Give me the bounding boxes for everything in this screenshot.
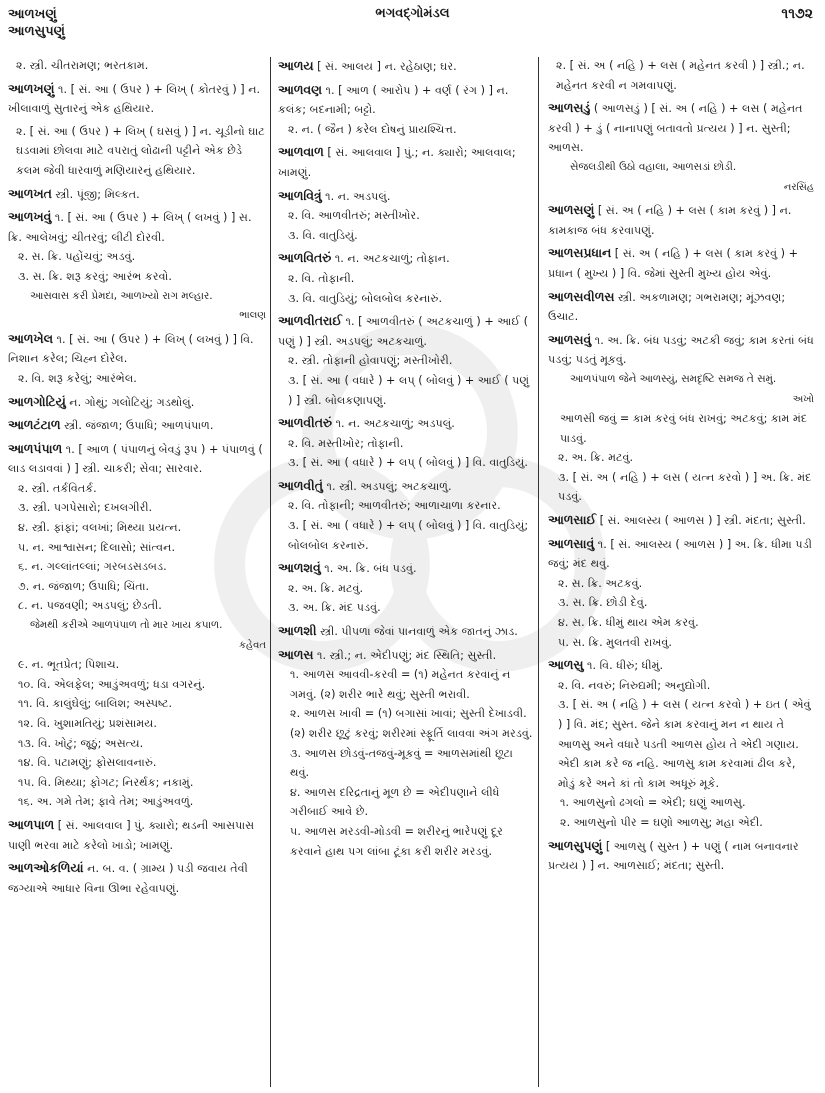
quotation: આસવાસ કરી પ્રેમદા, આળખ્યો રાગ મલ્હાર. xyxy=(30,289,213,302)
entry-sense: ૩. વિ. વાતુડિયું. xyxy=(288,228,358,242)
quotation-source: કહેવત xyxy=(238,639,266,651)
dictionary-entry xyxy=(8,122,266,181)
entry-sense: ૬. ન. ગલ્લાંતલ્લાં; ગરબડસડબડ. xyxy=(18,560,167,574)
definition-text: ૧. વિ. ધીરું; ધીમું. xyxy=(587,659,664,673)
headword: આળવિત્રું xyxy=(278,187,322,203)
dictionary-entry xyxy=(8,207,266,326)
dictionary-entry xyxy=(278,248,533,308)
entry-sense: ૩. [ સં. આ ( વધારે ) + લપ્ ( બોલવું ) + આઈ ( પણું ) ] સ્ત્રી. બોલકણાપણું. xyxy=(288,373,530,407)
headword: આળપંપાળ xyxy=(8,440,63,456)
headword: આળવીતરું xyxy=(278,415,332,431)
entry-first-line xyxy=(278,142,533,182)
definition-text: [ આળસુ ( સુસ્ત ) + પણું ( નામ બનાવનાર પ્રત્યય ) ] ન. આળસાઈ; મંદતા; સુસ્તી. xyxy=(548,839,799,873)
entry-first-line xyxy=(8,815,266,855)
column-divider xyxy=(270,57,271,1087)
entry-sense: ૫. ન. આશ્વાસન; દિલાસો; સાંત્વન. xyxy=(18,540,176,554)
dictionary-entry xyxy=(548,836,814,876)
dictionary-entry xyxy=(8,79,266,119)
idiom-line: ૪. આળસ દરિદ્રતાનું મૂળ છે = એદીપણાને લીધે ગરીબાઈ આવે છે. xyxy=(290,785,500,819)
headword: આળવીતરાઈ xyxy=(278,313,342,329)
entry-first-line xyxy=(278,413,533,434)
dictionary-entry xyxy=(278,311,533,410)
headword: આળસડું xyxy=(548,100,591,116)
entry-first-line xyxy=(278,558,533,579)
dictionary-entry xyxy=(8,815,266,855)
idiom-line: આળસી જવું = કામ કરવું બંધ રાખવું; અટકવું; કામ મંદ પાડવું. xyxy=(560,412,808,445)
definition-text: ૧. અ. ક્રિ. બંધ પડવું; અટકી જવું; કામ કરતાં બંધ પડવું; પડતું મૂકવું. xyxy=(548,333,814,367)
entry-sense: ૧૨. વિ. ખુશામતિયું; પ્રશંસામય. xyxy=(18,717,157,730)
entry-first-line xyxy=(548,200,814,240)
headword: આળસ xyxy=(278,646,314,662)
idiom-line: ૩. આળસ છોડવું-તજવું-મૂકવું = આળસમાંથી છૂટા થવું. xyxy=(290,746,513,780)
entry-sense: ૧૩. વિ. ખોટું; જૂઠું; અસત્ય. xyxy=(18,736,144,750)
entry-sense: ૧૫. વિ. મિથ્યા; ફોગટ; નિરર્થક; નકામું. xyxy=(18,775,194,789)
entry-sense: ૫. સ. ક્રિ. મુલતવી રાખવું. xyxy=(558,635,672,649)
dictionary-entry xyxy=(278,558,533,618)
dictionary-entry xyxy=(548,200,814,240)
entry-first-line xyxy=(548,510,814,531)
headword: આળટંટાળ xyxy=(8,417,61,433)
definition-text: [ સં. આલવાલ ] પું. ક્યારો; થડની આસપાસ પાણી ભરવા માટે કરેલો ખાડો; ખામણું. xyxy=(8,818,255,852)
entry-first-line: ૨. [ સં. આ ( ઉપર ) + લિખ્ ( ઘસવું ) ] ન. ચૂડીનો ઘાટ ઘડવામાં છોલવા માટે વપરાતું લોઢાની પટ્ટીને એક છેડે કલમ જેવી ધારવાળું મણિયારનું હથિયાર. xyxy=(16,124,265,177)
idiom-line: ૧. આળસ આવવી-કરવી = (૧) મહેનત કરવાનું ન ગમવું. (૨) શરીર ભારે થવું; સુસ્તી ભરાવી. xyxy=(290,668,511,701)
entry-first-line: ૨. [ સં. અ ( નહિ ) + લસ ( મહેનત કરવી ) ] સ્ત્રી.; ન. મહેનત કરવી ન ગમવાપણું. xyxy=(556,59,805,92)
entry-first-line xyxy=(278,645,533,666)
definition-text: ૧. સ્ત્રી.; ન. એદીપણું; મંદ સ્થિતિ; સુસ્તી. xyxy=(317,648,497,662)
entry-sense: ૨. સ્ત્રી. તર્કવિતર્ક. xyxy=(18,481,97,495)
dictionary-entry xyxy=(8,858,266,898)
entry-first-line xyxy=(8,392,266,413)
entry-sense: ૩. [ સં. અ ( નહિ ) + લસ ( યત્ન કરવો ) ] અ. ક્રિ. મંદ પડવું. xyxy=(558,470,812,504)
quotation: સેજલડીથી ઉઠો વહાલા, આળસડાં છોડી. xyxy=(570,160,737,173)
headword: આળખેલ xyxy=(8,330,53,346)
headword: આળગોટિયું xyxy=(8,393,66,409)
headword: આળસવીળસ xyxy=(548,288,615,304)
guide-word-last: આળસુપણું xyxy=(8,24,65,39)
entry-sense: ૨. અ. ક્રિ. મટવું. xyxy=(558,451,634,465)
definition-text: ન. ગોથું; ગલોટિયું; ગડથોલું. xyxy=(69,395,195,409)
dictionary-entry xyxy=(8,184,266,205)
entry-first-line xyxy=(548,330,814,370)
entry-first-line xyxy=(548,98,814,158)
entry-first-line xyxy=(278,248,533,269)
entry-first-line xyxy=(8,439,266,479)
column-1 xyxy=(8,56,266,1086)
column-divider xyxy=(538,57,539,1087)
headword: આળસવું xyxy=(548,331,592,347)
dictionary-entry xyxy=(8,415,266,436)
entry-sense: ૩. વિ. વાતુડિયું; બોલબોલ કરનારું. xyxy=(288,291,443,305)
headword: આળસાઈ xyxy=(548,512,597,528)
entry-first-line xyxy=(548,534,814,574)
idiom-line: ૧. આળસુનો ઢગલો = એદી; ઘણું આળસુ. xyxy=(560,796,746,810)
entry-sense: ૨. સ. ક્રિ. અટકવું. xyxy=(558,576,643,590)
dictionary-entry xyxy=(278,56,533,77)
entry-sense: ૯. ન. ભૂતપ્રેત; પિશાચ. xyxy=(18,658,120,672)
dictionary-entry xyxy=(8,329,266,389)
definition-text: ૧. સ્ત્રી. અડપલું; અટકચાળું. xyxy=(326,479,452,493)
definition-text: ૧. [ સં. આલસ્ય ( આળસ ) ] અ. ક્રિ. ધીમા પડી જવું; મંદ થવું. xyxy=(548,537,812,571)
headword: આળશી xyxy=(278,623,317,639)
entry-sense: ૩. અ. ક્રિ. મંદ પડવું. xyxy=(288,601,381,615)
definition-text: ૧. [ આળ ( પંપાળનું બેવડું રૂપ ) + પંપાળવું ( લાડ લડાવવાં ) ] સ્ત્રી. ચાકરી; સેવા; સારવાર. xyxy=(8,442,263,476)
dictionary-entry xyxy=(278,476,533,555)
dictionary-entry xyxy=(278,621,533,642)
headword: આળસણું xyxy=(548,202,595,218)
entry-sense: ૪. સ્ત્રી. ફાંફાં; વલખાં; મિથ્યા પ્રયત્ન. xyxy=(18,521,182,535)
entry-sense: ૪. સ. ક્રિ. ધીમું થાય એમ કરવું. xyxy=(558,616,699,630)
guide-word-first: આળખણું xyxy=(8,7,57,22)
dictionary-entry xyxy=(278,80,533,140)
entry-first-line xyxy=(8,207,266,247)
entry-sense: ૨. વિ. તોફાની; આળવીતરું; આળાચાળા કરનાર. xyxy=(288,499,501,513)
dictionary-entry xyxy=(8,56,266,76)
entry-first-line xyxy=(278,56,533,77)
entry-sense: ૨. વિ. નવરું; નિરુદ્યમી; અનુદ્યોગી. xyxy=(558,678,711,692)
headword: આળવીતું xyxy=(278,477,323,493)
entry-sense: ૭. ન. જંજાળ; ઉપાધિ; ચિંતા. xyxy=(18,579,150,593)
entry-first-line xyxy=(548,836,814,876)
idiom-line: ૨. આળસુનો પીર = ઘણો આળસુ; મહા એદી. xyxy=(560,815,763,829)
column-3 xyxy=(548,56,814,1086)
entry-sense: ૨. વિ. તોફાની. xyxy=(288,271,355,285)
entry-sense: ૨. વિ. શરૂ કરેલું; આરંભેલ. xyxy=(18,371,137,385)
headword: આળખત xyxy=(8,185,52,201)
entry-sense: ૩. [ સં. આ ( વધારે ) + લપ્ ( બોલવું ) ] વિ. વાતુડિયું; બોલબોલ કરનારું. xyxy=(288,519,529,552)
entry-first-line xyxy=(548,655,814,676)
entry-sense: ૨. ન. ( જૈન ) કરેલ દોષનું પ્રાયશ્ચિત્ત. xyxy=(288,122,457,136)
definition-text: ૧. ન. અડપલું. xyxy=(325,189,391,203)
dictionary-entry xyxy=(278,413,533,473)
dictionary-entry xyxy=(278,645,533,862)
definition-text: ૧. અ. ક્રિ. બંધ પડવું. xyxy=(324,562,417,576)
definition-text: ૧. [ સં. આ ( ઉપર ) + લિખ્ ( લખવું ) ] સ. ક્રિ. આલેખવું; ચીતરવું; લીટી દોરવી. xyxy=(8,211,252,244)
headword: આળઓકળિયાં xyxy=(8,860,84,876)
entry-first-line xyxy=(278,311,533,351)
dictionary-entry xyxy=(548,510,814,531)
dictionary-entry xyxy=(548,655,814,832)
definition-text: ન. બ. વ. ( ગ્રામ્ય ) પડી જવાય તેવી જગ્યાએ આધાર વિના ઊભા રહેવાપણું. xyxy=(8,862,248,895)
entry-first-line xyxy=(8,329,266,369)
definition-text: સ્ત્રી. પીપળા જેવાં પાનવાળું એક જાતનું ઝાડ. xyxy=(320,625,518,639)
entry-first-line xyxy=(8,858,266,898)
headword: આળસપ્રધાન xyxy=(548,245,612,261)
headword: આળસુપણું xyxy=(548,837,603,853)
headword: આળસાવું xyxy=(548,535,595,551)
page-title: ભગવદ્ગોમંડલ xyxy=(375,6,450,21)
definition-text: સ્ત્રી. પૂંજી; મિલ્કત. xyxy=(55,187,140,201)
entry-sense: ૩. સ્ત્રી. પગપેસારો; દખલગીરી. xyxy=(18,501,153,515)
entry-sense: ૧૬. અ. ગમે તેમ; ફાવે તેમ; આડુંઅવળું. xyxy=(18,795,194,809)
definition-text: ૧. ન. અટકચાળું; તોફાન. xyxy=(334,252,450,266)
quotation: જેમથી કરીએ આળપંપાળ તો માર ખાય કપાળ. xyxy=(30,619,223,632)
headword: આળપાળ xyxy=(8,816,55,832)
entry-first-line xyxy=(548,287,814,327)
dictionary-entry xyxy=(548,243,814,283)
idiom-line: ૫. આળસ મરડવી-મોડવી = શરીરનું ભારેપણું દૂર કરવાને હાથ પગ લાંબા ટૂંકા કરી શરીર મરડવું. xyxy=(290,824,503,858)
entry-first-line xyxy=(548,243,814,283)
entry-sense: ૨. વિ. મસ્તીખોર; તોફાની. xyxy=(288,436,404,450)
entry-sense: ૮. ન. પજવણી; અડપલું; છેડતી. xyxy=(18,599,162,613)
dictionary-entry xyxy=(278,186,533,246)
quotation-source: અખો xyxy=(792,393,814,405)
entry-sense: ૨. સ. ક્રિ. પહોંચવું; અડવું. xyxy=(18,250,136,264)
definition-text: [ સં. અ ( નહિ ) + લસ ( કામ કરવું ) + પ્રધાન ( મુખ્ય ) ] વિ. જેમાં સુસ્તી મુખ્ય હોય એવું. xyxy=(548,247,798,280)
entry-first-line xyxy=(278,186,533,207)
headword: આળખવું xyxy=(8,209,52,225)
entry-sense: ૧૪. વિ. પટામણું; ફોસલાવનારું. xyxy=(18,756,157,770)
entry-sense: ૧૧. વિ. કાલુંઘેલું; બાલિશ; અસ્પષ્ટ. xyxy=(18,697,173,711)
dictionary-entry xyxy=(548,56,814,95)
definition-text: ૧. [ આળ ( આરોપ ) + વર્ણ ( રંગ ) ] ન. કલંક; બદનામી; બટ્ટો. xyxy=(278,83,509,117)
entry-first-line xyxy=(8,415,266,436)
definition-text: [ સં. આલસ્ય ( આળસ ) ] સ્ત્રી. મંદતા; સુસ્તી. xyxy=(599,514,806,528)
definition-text: ૧. [ સં. આ ( ઉપર ) + લિખ્ ( કોતરવું ) ] ન. ખીલાવાળું સુતારનું એક હથિયાર. xyxy=(8,82,261,116)
entry-sense: ૨. સ્ત્રી. તોફાની હોવાપણું; મસ્તીખોરી. xyxy=(288,354,453,368)
definition-text: ૧. [ આળવીતરું ( અટકચાળું ) + આઈ ( પણું ) ] સ્ત્રી. અડપલું; અટકચાળું. xyxy=(278,315,529,348)
definition-text: [ સં. અ ( નહિ ) + લસ ( કામ કરવું ) ] ન. કામકાજ બંધ કરવાપણું. xyxy=(548,204,792,237)
entry-first-line xyxy=(278,476,533,497)
quotation-source: નરસિંહ xyxy=(783,181,814,193)
entry-sense: ૩. [ સં. અ ( નહિ ) + લસ ( યત્ન કરવો ) + ઇત ( એવું ) ] વિ. મંદ; સુસ્ત. જેને કામ કરવાનું મન ન થાય તે આળસુ અને વધારે પડતી આળસ હોય તે એદી ગણાય. એદી કામ કરે જ નહિ. આળસુ કામ કરવામાં ઢીલ કરે, મોડું કરે અને કાં તો કામ અધૂરું મૂકે. xyxy=(558,698,811,790)
definition-text: સ્ત્રી. અકળામણ; ગભરામણ; મૂંઝવણ; ઉચાટ. xyxy=(548,290,786,324)
entry-first-line xyxy=(8,79,266,119)
definition-text: ( આળસડું ) [ સં. અ ( નહિ ) + લસ ( મહેનત કરવી ) + ડું ( નાનાપણું બતાવતો પ્રત્યય ) ] ન. સુસ્તી; આળસ. xyxy=(548,102,803,155)
entry-first-line xyxy=(278,80,533,120)
idiom-line: ૨. આળસ ખાવી = (૧) બગાસાં ખાવાં; સુસ્તી દેખાડવી. (૨) શરીર છૂટું કરવું; શરીરમાં સ્ફૂર્તિ લાવવા અંગ મરડવું. xyxy=(290,707,533,740)
dictionary-entry xyxy=(548,330,814,507)
entry-sense: ૨. વિ. આળવીતરું; મસ્તીખોર. xyxy=(288,209,420,223)
headword: આળસુ xyxy=(548,657,584,673)
column-2 xyxy=(278,56,533,1086)
entry-first-line: ૨. સ્ત્રી. ચીતરામણ; ભરતકામ. xyxy=(16,59,149,72)
entry-first-line xyxy=(278,621,533,642)
dictionary-entry xyxy=(548,98,814,197)
headword: આળય xyxy=(278,58,314,73)
entry-sense: ૩. સ. ક્રિ. શરૂ કરવું; આરંભ કરવો. xyxy=(18,269,172,283)
entry-sense: ૩. સ. ક્રિ. છોડી દેવું. xyxy=(558,596,648,610)
entry-sense: ૨. અ. ક્રિ. મટવું. xyxy=(288,581,364,595)
definition-text: સ્ત્રી. જંજાળ; ઉપાધિ; આળપંપાળ. xyxy=(64,419,214,433)
headword: આળખણું xyxy=(8,80,55,96)
entry-sense: ૧૦. વિ. એલફેલ; આડુંઅવળું; ધડા વગરનું. xyxy=(18,677,206,691)
entry-first-line xyxy=(8,184,266,205)
headword: આળવાળ xyxy=(278,144,324,160)
headword: આળશવું xyxy=(278,560,321,576)
definition-text: ૧. [ સં. આ ( ઉપર ) + લિખ્ ( લખવું ) ] વિ. નિશાન કરેલ; ચિહ્ન દોરેલ. xyxy=(8,332,254,366)
dictionary-entry xyxy=(548,287,814,327)
quotation: આળપંપાળ જેને આળસ્યું, સમદૃષ્ટિ સમજ તે સમું. xyxy=(570,372,777,385)
quotation-source: ભાલણ xyxy=(239,310,266,322)
definition-text: ૧. ન. અટકચાળું; અડપલું. xyxy=(335,417,455,431)
dictionary-entry xyxy=(278,142,533,182)
entry-sense: ૩. [ સં. આ ( વધારે ) + લપ્ ( બોલવું ) ] વિ. વાતુડિયું. xyxy=(288,456,528,470)
dictionary-entry xyxy=(548,534,814,653)
definition-text: [ સં. આલવાલ ] પું.; ન. ક્યારો; આલવાલ; ખામણું. xyxy=(278,146,516,179)
headword: આળવિતરું xyxy=(278,250,332,266)
page-number: ૧૧૭૨ xyxy=(781,6,813,22)
headword: આળવણ xyxy=(278,81,322,97)
dictionary-entry xyxy=(8,439,266,812)
dictionary-entry xyxy=(8,392,266,413)
definition-text: [ સં. આલય ] ન. રહેઠાણ; ઘર. xyxy=(317,60,457,73)
